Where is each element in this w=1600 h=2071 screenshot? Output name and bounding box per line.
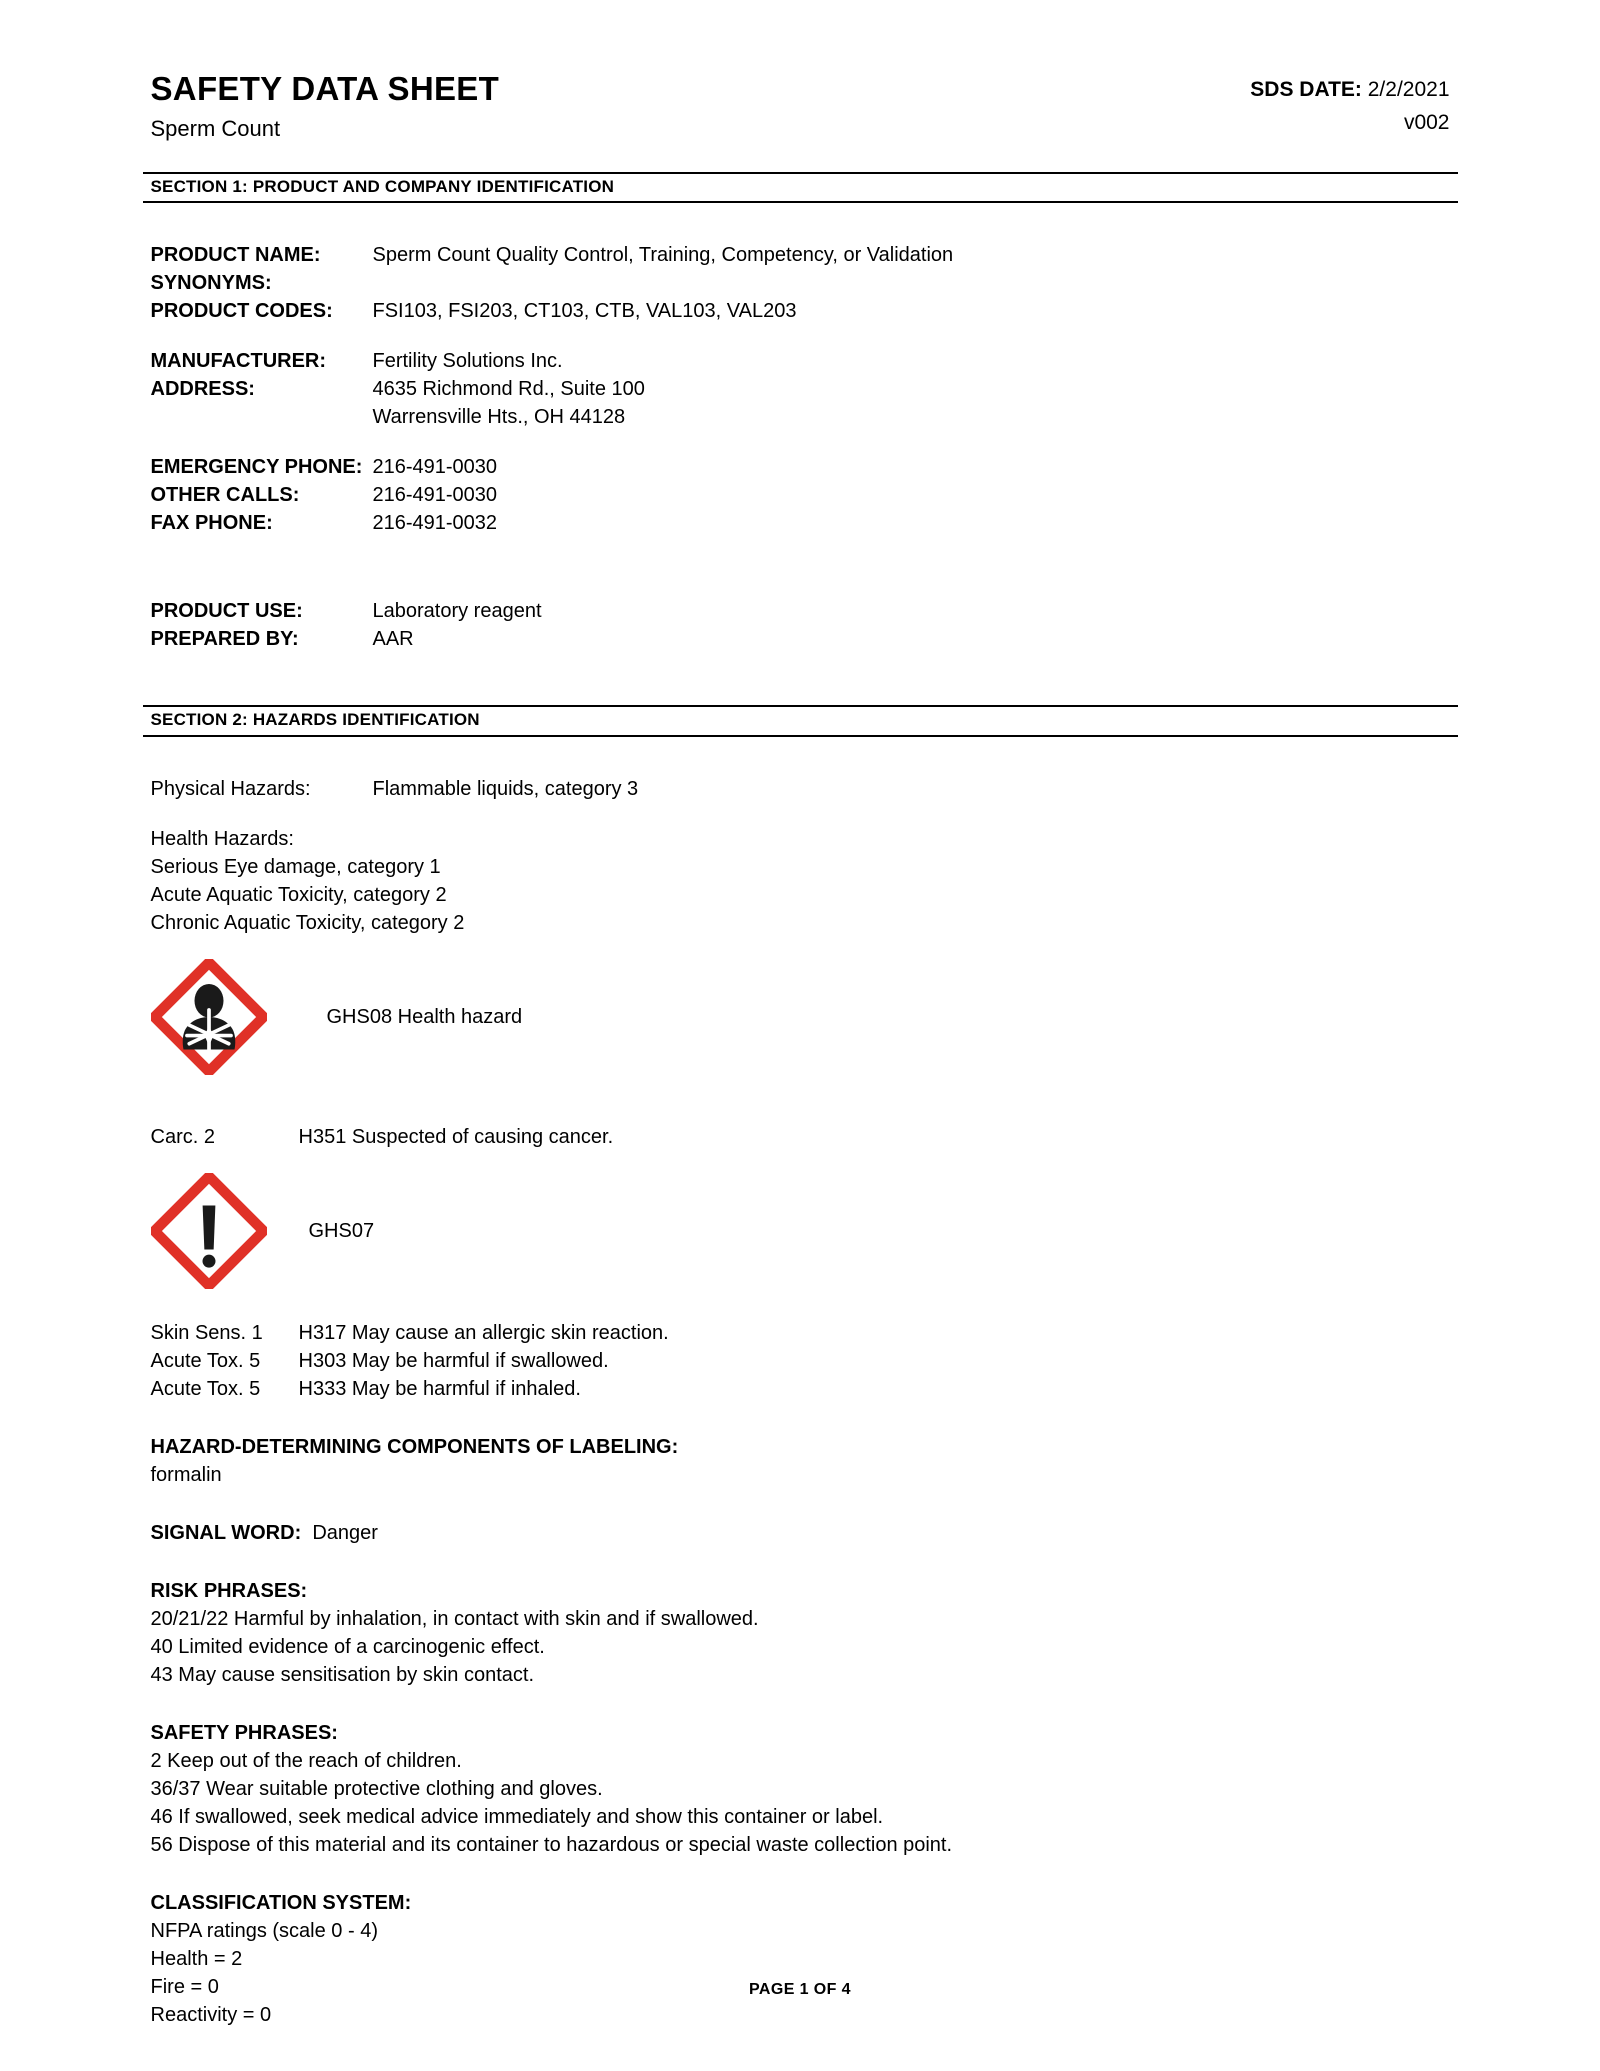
classification-system-label: CLASSIFICATION SYSTEM:	[150, 1892, 412, 1915]
hazard-components-value: formalin	[150, 1464, 222, 1487]
fax-phone-label: FAX PHONE:	[150, 512, 273, 535]
hazard-statement-phrase: H351 Suspected of causing cancer.	[298, 1126, 614, 1149]
header-right-group	[1250, 70, 1449, 138]
page-title: SAFETY DATA SHEET	[150, 70, 500, 107]
safety-phrases-label: SAFETY PHRASES:	[150, 1722, 338, 1745]
fax-phone-row	[151, 509, 1458, 537]
section-2-title: SECTION 2: HAZARDS IDENTIFICATION	[150, 710, 480, 730]
address-label-spacer	[151, 403, 373, 431]
hazard-statement-phrase: H317 May cause an allergic skin reaction.	[298, 1322, 669, 1345]
address-line-2: Warrensville Hts., OH 44128	[372, 406, 626, 429]
signal-word-row	[151, 1519, 1458, 1547]
sds-date-label: SDS DATE:	[1250, 78, 1362, 101]
section-2-header	[143, 705, 1458, 737]
sds-date-value: 2/2/2021	[1367, 78, 1450, 101]
classification-line: Fire = 0	[150, 1976, 219, 1999]
document-header	[143, 70, 1458, 144]
signal-word-label: SIGNAL WORD:	[150, 1522, 302, 1545]
product-name-value: Sperm Count Quality Control, Training, Competency, or Validation	[372, 244, 954, 267]
product-use-row	[151, 597, 1458, 625]
prepared-by-row	[151, 625, 1458, 653]
product-name-row	[151, 241, 1458, 269]
health-hazard-line: Acute Aquatic Toxicity, category 2	[150, 884, 447, 907]
hazard-statement-phrase: H303 May be harmful if swallowed.	[298, 1350, 609, 1373]
other-calls-label: OTHER CALLS:	[150, 484, 300, 507]
health-hazard-line: Chronic Aquatic Toxicity, category 2	[150, 912, 465, 935]
product-use-label: PRODUCT USE:	[150, 600, 303, 623]
hazard-statement-row	[151, 1375, 1458, 1403]
emergency-phone-value: 216-491-0030	[372, 456, 498, 479]
synonyms-row	[151, 269, 1458, 297]
synonyms-label: SYNONYMS:	[150, 272, 272, 295]
risk-phrase-line: 43 May cause sensitisation by skin contact.	[150, 1664, 535, 1687]
ghs08-label: GHS08 Health hazard	[326, 1006, 523, 1029]
manufacturer-value: Fertility Solutions Inc.	[372, 350, 563, 373]
classification-line: NFPA ratings (scale 0 - 4)	[150, 1920, 378, 1943]
hazard-statement-row	[151, 1123, 1458, 1151]
header-left-group	[151, 70, 500, 144]
ghs07-label: GHS07	[308, 1220, 375, 1243]
physical-hazards-value: Flammable liquids, category 3	[372, 778, 639, 801]
classification-line: Reactivity = 0	[150, 2004, 272, 2027]
health-hazards-label: Health Hazards:	[150, 828, 294, 851]
section-1-header	[143, 172, 1458, 204]
hazard-statement-row	[151, 1319, 1458, 1347]
manufacturer-row	[151, 347, 1458, 375]
physical-hazards-row	[151, 775, 1458, 803]
product-codes-value: FSI103, FSI203, CT103, CTB, VAL103, VAL203	[372, 300, 797, 323]
safety-phrase-line: 36/37 Wear suitable protective clothing and gloves.	[150, 1778, 603, 1801]
product-codes-label: PRODUCT CODES:	[150, 300, 333, 323]
hazard-class-code: Skin Sens. 1	[150, 1322, 263, 1345]
classification-line: Health = 2	[150, 1948, 243, 1971]
emergency-phone-row	[151, 453, 1458, 481]
prepared-by-label: PREPARED BY:	[150, 628, 299, 651]
document-version: v002	[1403, 111, 1450, 135]
page-footer	[0, 1981, 1600, 1999]
ghs08-health-hazard-icon	[151, 959, 267, 1075]
address-row-continued	[151, 403, 1458, 431]
section-1-body	[143, 203, 1458, 653]
safety-phrase-line: 46 If swallowed, seek medical advice immediately and show this container or label.	[150, 1806, 884, 1829]
product-name-label: PRODUCT NAME:	[150, 244, 321, 267]
emergency-phone-label: EMERGENCY PHONE:	[150, 456, 363, 479]
address-line-1: 4635 Richmond Rd., Suite 100	[372, 378, 645, 401]
manufacturer-label: MANUFACTURER:	[150, 350, 327, 373]
sds-date	[1250, 76, 1449, 104]
document-content	[143, 70, 1458, 2029]
hazard-class-code: Acute Tox. 5	[150, 1378, 261, 1401]
address-label: ADDRESS:	[150, 378, 255, 401]
hazard-class-code: Acute Tox. 5	[150, 1350, 261, 1373]
product-use-value: Laboratory reagent	[372, 600, 542, 623]
other-calls-row	[151, 481, 1458, 509]
section-2-body	[143, 737, 1458, 2029]
other-calls-value: 216-491-0030	[372, 484, 498, 507]
product-codes-row	[151, 297, 1458, 325]
signal-word-value: Danger	[312, 1522, 378, 1545]
product-subtitle: Sperm Count	[150, 115, 281, 141]
physical-hazards-label: Physical Hazards:	[150, 778, 311, 801]
risk-phrase-line: 40 Limited evidence of a carcinogenic effect.	[150, 1636, 545, 1659]
address-row	[151, 375, 1458, 403]
ghs07-exclamation-mark-icon	[151, 1173, 267, 1289]
page-number-label: PAGE 1 OF 4	[749, 1981, 851, 1998]
synonyms-value	[373, 269, 1458, 297]
risk-phrases-label: RISK PHRASES:	[150, 1580, 308, 1603]
risk-phrase-line: 20/21/22 Harmful by inhalation, in contact with skin and if swallowed.	[150, 1608, 759, 1631]
hazard-components-label: HAZARD-DETERMINING COMPONENTS OF LABELING:	[150, 1436, 679, 1459]
hazard-statement-row	[151, 1347, 1458, 1375]
health-hazard-line: Serious Eye damage, category 1	[150, 856, 441, 879]
hazard-class-code: Carc. 2	[150, 1126, 215, 1149]
safety-phrase-line: 2 Keep out of the reach of children.	[150, 1750, 462, 1773]
ghs08-pictogram-row	[151, 959, 1458, 1075]
safety-phrase-line: 56 Dispose of this material and its container to hazardous or special waste collection point.	[150, 1834, 953, 1857]
section-1-title: SECTION 1: PRODUCT AND COMPANY IDENTIFICATION	[150, 176, 615, 196]
hazard-statement-phrase: H333 May be harmful if inhaled.	[298, 1378, 581, 1401]
prepared-by-value: AAR	[372, 628, 414, 651]
fax-phone-value: 216-491-0032	[372, 512, 498, 535]
ghs07-pictogram-row	[151, 1173, 1458, 1289]
